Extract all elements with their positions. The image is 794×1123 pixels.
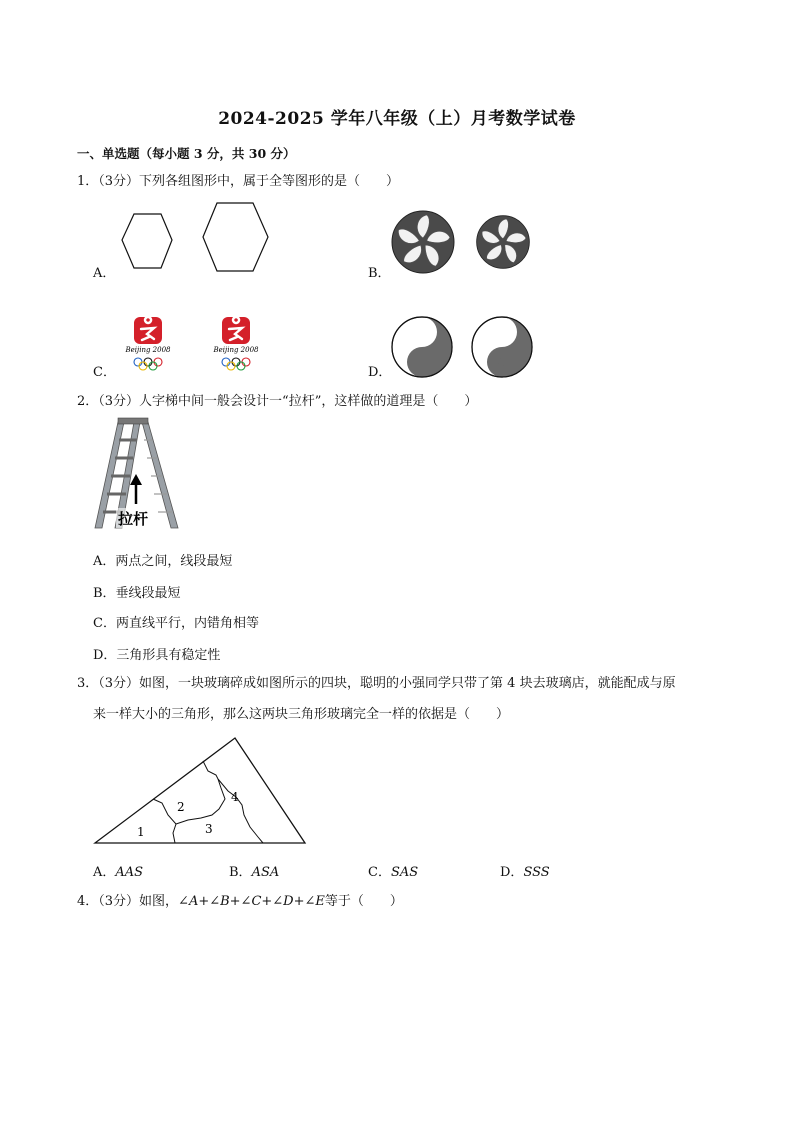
ladder-pull-rod-label: 拉杆 <box>118 510 149 528</box>
question-3-line-2: 来一样大小的三角形，那么这两块三角形玻璃完全一样的依据是（ ） <box>93 707 510 722</box>
q1-option-b-label: B． <box>368 266 391 281</box>
angle-sum-expression: ∠A+∠B+∠C+∠D+∠E <box>178 894 325 909</box>
q2-option-a: A．两点之间，线段最短 <box>93 554 233 569</box>
question-2-text: 2．（3分）人字梯中间一般会设计一“拉杆”，这样做的道理是（ ） <box>77 394 478 409</box>
broken-glass-triangle-figure <box>92 735 312 847</box>
q1-option-a-figure <box>115 200 275 275</box>
question-1-text: 1．（3分）下列各组图形中，属于全等图形的是（ ） <box>77 174 400 189</box>
q3-option-d: D．SSS <box>500 865 550 880</box>
q2-option-c: C．两直线平行，内错角相等 <box>93 616 259 631</box>
piece-label-3: 3 <box>205 822 213 836</box>
q1-option-c-figure <box>115 315 275 377</box>
logo-text: Beijing 2008 <box>125 346 171 354</box>
large-hexagon <box>203 203 268 271</box>
logo-text: Beijing 2008 <box>213 346 259 354</box>
piece-label-1: 1 <box>137 825 145 839</box>
q1-option-d-label: D． <box>368 365 392 380</box>
large-bauhinia-emblem <box>392 211 454 273</box>
arrow-up-icon <box>130 474 142 485</box>
small-bauhinia-emblem <box>477 216 530 269</box>
piece-label-4: 4 <box>231 790 239 804</box>
q3-option-c: C．SAS <box>368 865 419 880</box>
piece-label-2: 2 <box>177 800 185 814</box>
q3-option-b: B．ASA <box>229 865 280 880</box>
beijing-logo-right <box>213 317 260 370</box>
q3-option-a: A．AAS <box>93 865 144 880</box>
q2-option-d: D．三角形具有稳定性 <box>93 648 221 663</box>
q1-option-a-label: A． <box>93 266 116 281</box>
yin-yang-left <box>392 317 452 377</box>
question-4-text: 4．（3分）如图，∠A+∠B+∠C+∠D+∠E等于（ ） <box>77 894 403 909</box>
yin-yang-right <box>472 317 532 377</box>
q1-option-d-figure <box>390 315 540 380</box>
q1-option-c-label: C． <box>93 365 116 380</box>
q2-option-b: B．垂线段最短 <box>93 586 181 601</box>
page-title: 2024-2025 学年八年级（上）月考数学试卷 <box>218 109 576 129</box>
beijing-logo-left <box>125 317 172 370</box>
ladder-figure <box>92 418 187 533</box>
section-heading: 一、单选题（每小题 3 分，共 30 分） <box>77 146 296 161</box>
triangle-outline <box>95 738 305 843</box>
question-3-line-1: 3．（3分）如图，一块玻璃碎成如图所示的四块，聪明的小强同学只带了第 4 块去玻璃店，就能配成与原 <box>77 676 676 691</box>
small-hexagon <box>122 214 172 268</box>
q1-option-b-figure <box>390 208 540 276</box>
